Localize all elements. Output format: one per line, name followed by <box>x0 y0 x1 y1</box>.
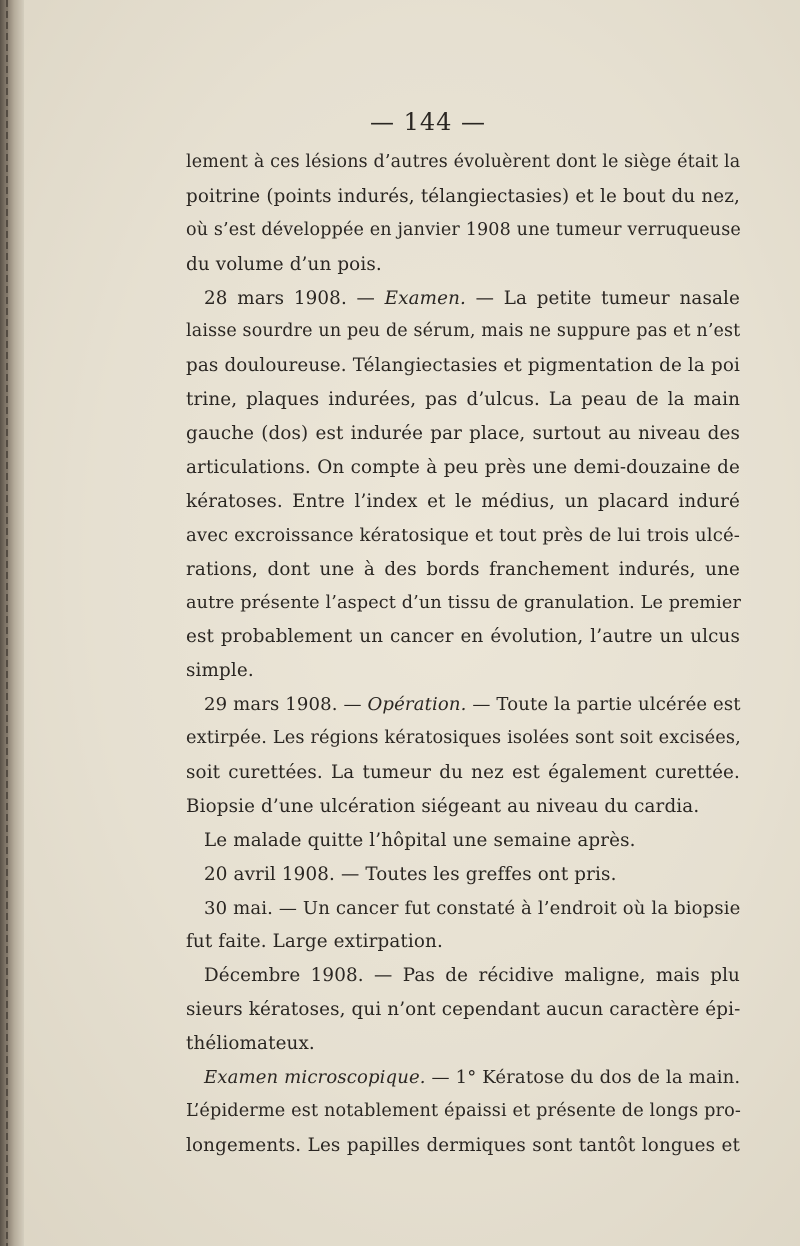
text-run: où s’est développée en janvier 1908 une tumeur verruqueuse <box>186 219 741 240</box>
page-number: — 144 — <box>369 108 487 136</box>
text-line <box>186 349 740 383</box>
text-line <box>186 654 740 688</box>
text-line <box>186 1061 740 1095</box>
text-line <box>186 519 740 553</box>
text-line <box>186 959 740 993</box>
text-run: simple. <box>186 660 254 682</box>
text-run: trine, plaques indurées, pas d’ulcus. La peau de la main <box>186 389 740 411</box>
text-run: rations, dont une à des bords franchement indurés, une <box>186 558 740 580</box>
text-run: du volume d’un pois. <box>186 253 382 275</box>
text-run: longements. Les papilles dermiques sont tantôt longues et <box>186 1134 740 1156</box>
italic-heading: Examen microscopique. <box>204 1067 426 1089</box>
text-line <box>186 485 740 519</box>
text-line <box>186 858 740 892</box>
text-line <box>186 892 740 926</box>
text-line <box>186 1129 740 1163</box>
text-line <box>186 587 740 621</box>
text-line <box>186 451 740 485</box>
text-run: — 1° Kératose du dos de la main. <box>425 1067 741 1089</box>
book-spine-shadow <box>0 0 24 1246</box>
text-line <box>186 383 740 417</box>
text-run: théliomateux. <box>186 1033 315 1055</box>
text-run: gauche (dos) est indurée par place, surtout au niveau des <box>186 423 740 445</box>
text-run: est probablement un cancer en évolution, l’autre un ulcus <box>186 626 740 648</box>
italic-heading: Opération. <box>367 694 467 716</box>
text-line <box>186 146 740 180</box>
text-run: laisse sourdre un peu de sérum, mais ne suppure pas et n’est <box>186 321 741 342</box>
text-run: extirpée. Les régions kératosiques isolées sont soit excisées, <box>186 728 741 749</box>
text-run: L’épiderme est notablement épaissi et présente de longs pro- <box>186 1100 742 1121</box>
text-line <box>186 722 740 756</box>
text-run: 20 avril 1908. — Toutes les greffes ont pris. <box>204 863 617 885</box>
text-run: autre présente l’aspect d’un tissu de granulation. Le premier <box>186 592 742 613</box>
text-line <box>186 925 740 959</box>
text-line <box>186 756 740 790</box>
text-run: — Toute la partie ulcérée est <box>466 694 741 716</box>
text-run: soit curettées. La tumeur du nez est également curettée. <box>186 762 740 784</box>
text-run: 30 mai. — Un cancer fut constaté à l’endroit où la biopsie <box>204 897 741 919</box>
text-line <box>186 790 740 824</box>
text-line <box>186 993 740 1027</box>
text-run: pas douloureuse. Télangiectasies et pigmentation de la poi <box>186 355 740 377</box>
text-line <box>186 688 740 722</box>
text-line <box>186 824 740 858</box>
text-line <box>186 248 740 282</box>
text-run: 28 mars 1908. — <box>204 287 385 309</box>
text-run: poitrine (points indurés, télangiectasies) et le bout du nez, <box>186 185 740 207</box>
text-line <box>186 553 740 587</box>
italic-heading: Examen. <box>384 287 466 309</box>
body-text <box>186 146 740 1163</box>
text-line <box>186 1027 740 1061</box>
text-run: — La petite tumeur nasale <box>465 287 740 309</box>
text-line <box>186 417 740 451</box>
text-run: kératoses. Entre l’index et le médius, un placard induré <box>186 490 740 512</box>
text-line <box>186 214 740 248</box>
text-run: lement à ces lésions d’autres évoluèrent dont le siège était la <box>186 152 741 172</box>
text-line <box>186 180 740 214</box>
text-line <box>186 1095 740 1129</box>
text-run: fut faite. Large extirpation. <box>186 931 443 953</box>
text-run: sieurs kératoses, qui n’ont cependant aucun caractère épi- <box>186 999 741 1021</box>
text-run: Le malade quitte l’hôpital une semaine après. <box>204 829 636 851</box>
text-line <box>186 282 740 316</box>
text-run: avec excroissance kératosique et tout près de lui trois ulcé- <box>186 524 741 546</box>
text-line <box>186 620 740 654</box>
text-run: 29 mars 1908. — <box>204 694 368 716</box>
text-run: Biopsie d’une ulcération siégeant au niveau du cardia. <box>186 795 700 817</box>
text-line <box>186 315 740 349</box>
text-run: articulations. On compte à peu près une demi-douzaine de <box>186 457 740 479</box>
text-run: Décembre 1908. — Pas de récidive maligne, mais plu <box>204 965 740 987</box>
